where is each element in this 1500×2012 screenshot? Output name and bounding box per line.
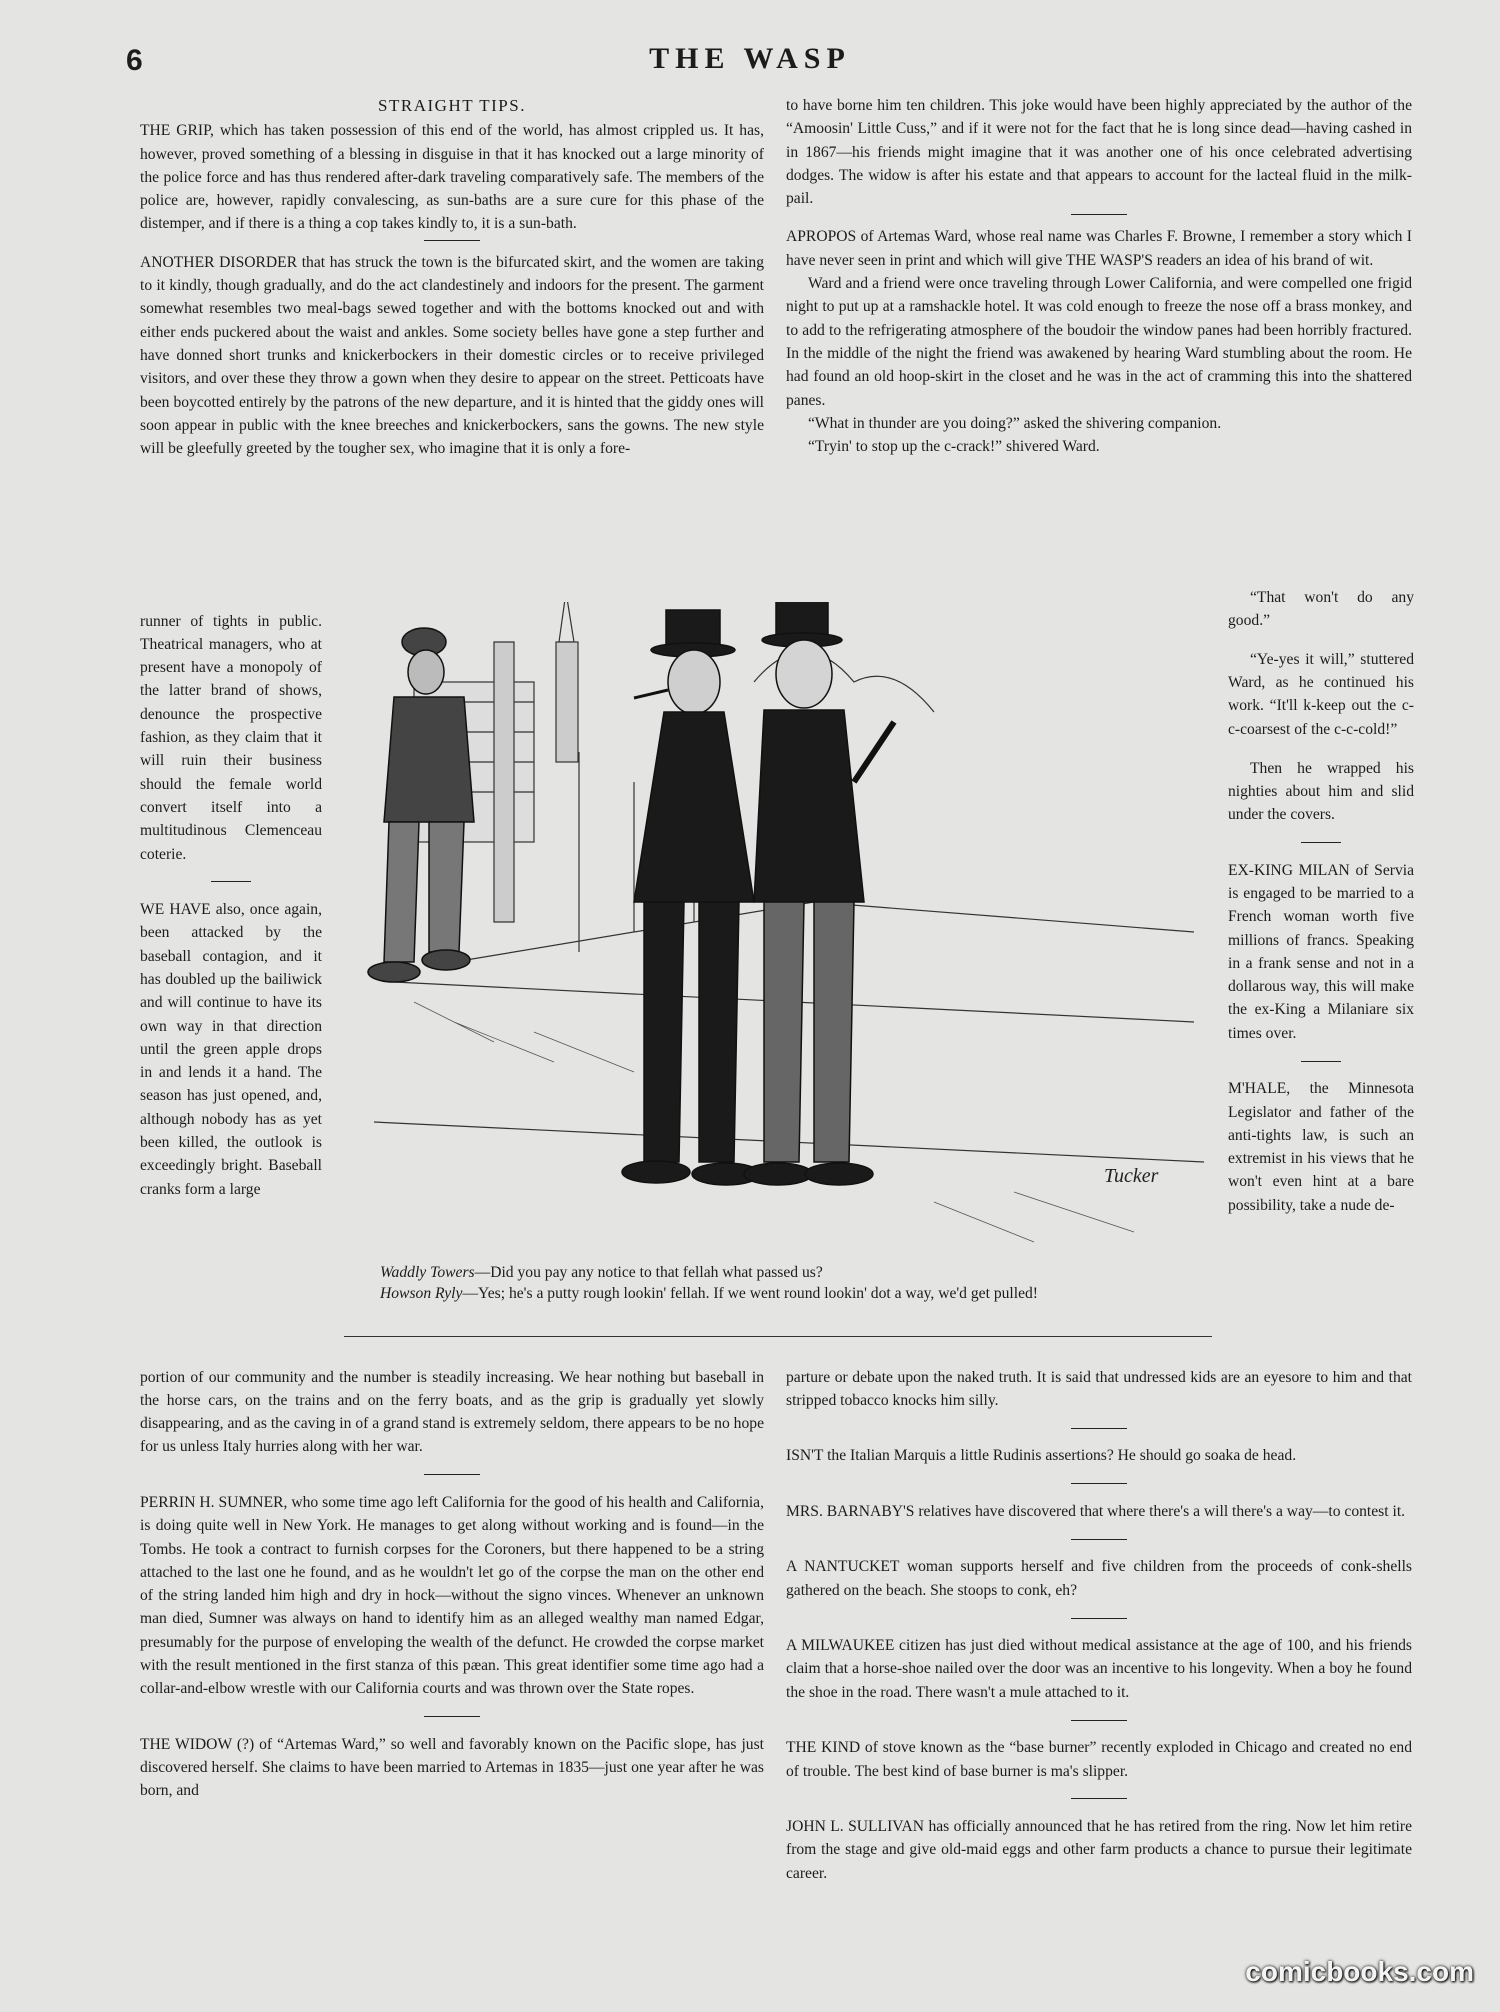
divider [424, 1474, 480, 1475]
article-disorder: ANOTHER DISORDER that has struck the town is the bifurcated skirt, and the women are taking to it kindly, though gradually, and do the act clandestinely and indoors for the present. The garment somewhat resembles two meal-bags sewed together and with the bottoms knocked out and with either ends puckered about the waist and ankles. Some society belles have gone a step further and have donned short trunks and knickerbockers in their domestic circles or to receive privileged visitors, and over these they throw a gown when they desire to appear on the street. Petticoats have been boycotted entirely by the patrons of the new departure, and it is hinted that the giddy ones will soon appear in public with the knee breeches and knickerbockers, sans the gowns. The new style will be gleefully greeted by the tougher sex, who imagine that it is only a fore- [140, 253, 764, 458]
caption-divider [344, 1336, 1212, 1337]
ward-dialogue-5: Then he wrapped his nighties about him and slid under the covers. [1228, 759, 1414, 824]
caption-line-1: —Did you pay any notice to that fellah what passed us? [474, 1264, 823, 1281]
caption-line-2: —Yes; he's a putty rough lookin' fellah. If we went round lookin' dot a way, we'd get pulled! [462, 1285, 1038, 1302]
left-narrow-column [140, 594, 322, 1217]
article-nantucket: A NANTUCKET woman supports herself and five children from the proceeds of conk-shells gathered on the beach. She stoops to conk, eh? [786, 1558, 1412, 1599]
artist-signature: Tucker [1104, 1165, 1159, 1187]
article-widow-cont: to have borne him ten children. This joke would have been highly appreciated by the author of the “Amoosin' Little Cuss,” and if it were not for the fact that he is long since dead—having cashed in in 1867—his friends might imagine that it was another one of his once celebrated advertising dodges. The widow is after his estate and that appears to account for the lacteal fluid in the milk-pail. [786, 97, 1412, 208]
article-apropos: APROPOS of Artemas Ward, whose real name was Charles F. Browne, I remember a story which I have never seen in print and which will give THE WASP'S readers an idea of his brand of wit. [786, 228, 1412, 269]
watermark: comicbooks.com [1245, 1956, 1474, 1987]
article-stove: THE KIND of stove known as the “base burner” recently exploded in Chicago and created no end of trouble. The best kind of base burner is ma's slipper. [786, 1739, 1412, 1780]
divider [1301, 1061, 1341, 1062]
divider [1071, 1428, 1127, 1429]
article-perrin: PERRIN H. SUMNER, who some time ago left California for the good of his health and California, is doing quite well in New York. He manages to get along without working and is found—in the Tombs. He took a contract to furnish corpses for the Coroners, but there happened to be a string attached to the last one he found, and as he wouldn't let go of the corpse the man on the other end of the string landed him high and dry in hock—without the signo vinces. Whenever an unknown man died, Sumner was always on hand to identify him as an alleged wealthy man named Edgar, presumably for the purpose of enveloping the wealth of the defunct. He crowded the corpse market with the result mentioned in the first stanza of this pæan. This great identifier some time ago had a collar-and-elbow wrestle with our California courts and was thrown over the State ropes. [140, 1493, 764, 1698]
article-widow: THE WIDOW (?) of “Artemas Ward,” so well and favorably known on the Pacific slope, has just discovered herself. She claims to have been married to Artemas in 1835—just one year after he was born, and [140, 1735, 764, 1800]
left-column [140, 94, 764, 460]
divider [424, 240, 480, 241]
article-baseball-cont: portion of our community and the number is steadily increasing. We hear nothing but baseball in the horse cars, on the trains and on the ferry boats, and as the grip is gradually yet slowly disappearing, and as the caving in of a grand stand is extremely seldom, there appears to be no hope for us unless Italy hurries along with her war. [140, 1368, 764, 1456]
divider [1071, 1483, 1127, 1484]
right-column-bottom [786, 1350, 1412, 1900]
article-disorder-cont: runner of tights in public. Theatrical managers, who at present have a monopoly of the latter brand of shows, denounce the prospective fashion, as they claim that it will ruin their business should the female world convert itself into a multitudinous Clemenceau coterie. [140, 612, 322, 863]
page-number: 6 [126, 44, 143, 77]
ward-dialogue-3: “That won't do any good.” [1228, 588, 1414, 629]
divider [211, 881, 251, 882]
divider [1071, 1720, 1127, 1721]
left-column-bottom [140, 1350, 764, 1818]
caption-speaker-2: Howson Ryly [380, 1285, 463, 1302]
article-mhale-cont: parture or debate upon the naked truth. It is said that undressed kids are an eyesore to him and that stripped tobacco knocks him silly. [786, 1368, 1412, 1409]
article-ward-story: Ward and a friend were once traveling through Lower California, and were compelled one frigid night to put up at a ramshackle hotel. It was cold enough to freeze the nose off a brass monkey, and to add to the refrigerating atmosphere of the boudoir the window panes had been horribly fractured. In the middle of the night the friend was awakened by hearing Ward stumbling about the room. He had found an old hoop-skirt in the closet and he was in the act of cramming this into the shattered panes. [786, 275, 1412, 409]
masthead: THE WASP [649, 42, 851, 75]
divider [1071, 1798, 1127, 1799]
caption-speaker-1: Waddly Towers [380, 1264, 475, 1281]
ward-dialogue-1: “What in thunder are you doing?” asked the shivering companion. [808, 414, 1222, 432]
article-rudini: ISN'T the Italian Marquis a little Rudinis assertions? He should go soaka de head. [786, 1447, 1297, 1465]
article-grip: THE GRIP, which has taken possession of this end of the world, has almost crippled us. It has, however, proved something of a blessing in disguise in that it has knocked out a large minority of the police force and has thus rendered after-dark traveling comparatively safe. The members of the police are, however, rapidly convalescing, as sun-baths are a sure cure for this phase of the distemper, and if there is a thing a cop takes kindly to, it is a sun-bath. [140, 122, 764, 233]
article-mhale: M'HALE, the Minnesota Legislator and father of the anti-tights law, is such an extremist in his views that he won't even hint at a bare possibility, take a nude de- [1228, 1080, 1414, 1214]
ward-dialogue-4: “Ye-yes it will,” stuttered Ward, as he continued his work. “It'll k-keep out the c-c-coarsest of the c-c-cold!” [1228, 650, 1414, 738]
divider [1071, 1539, 1127, 1540]
cartoon-illustration [334, 602, 1214, 1262]
divider [1071, 214, 1127, 215]
article-milwaukee: A MILWAUKEE citizen has just died without medical assistance at the age of 100, and his friends claim that a horse-shoe nailed over the door was an incentive to his longevity. When a boy he found the shoe in the road. There wasn't a mule attached to it. [786, 1637, 1412, 1701]
divider [1071, 1618, 1127, 1619]
section-title: STRAIGHT TIPS. [378, 96, 526, 115]
right-narrow-column [1228, 570, 1414, 1233]
ward-dialogue-2: “Tryin' to stop up the c-crack!” shivered Ward. [808, 438, 1100, 456]
divider [424, 1716, 480, 1717]
divider [1301, 842, 1341, 843]
article-sullivan: JOHN L. SULLIVAN has officially announced that he has retired from the ring. Now let him retire from the stage and give old-maid eggs and other farm products a chance to pursue their legitimate career. [786, 1817, 1412, 1882]
article-barnaby: MRS. BARNABY'S relatives have discovered that where there's a will there's a way—to contest it. [786, 1502, 1406, 1520]
article-baseball: WE HAVE also, once again, been attacked by the baseball contagion, and it has doubled up the bailiwick and will continue to have its own way in that direction until the green apple drops in and lends it a hand. The season has just opened, and, although nobody has as yet been killed, the outlook is exceedingly bright. Baseball cranks form a large [140, 901, 322, 1198]
illustration-caption [380, 1262, 1180, 1304]
article-milan: EX-KING MILAN of Servia is engaged to be married to a French woman worth five millions of francs. Speaking in a frank sense and not in a dollarous way, this will make the ex-King a Milaniare six times over. [1228, 861, 1414, 1042]
right-column [786, 94, 1412, 458]
